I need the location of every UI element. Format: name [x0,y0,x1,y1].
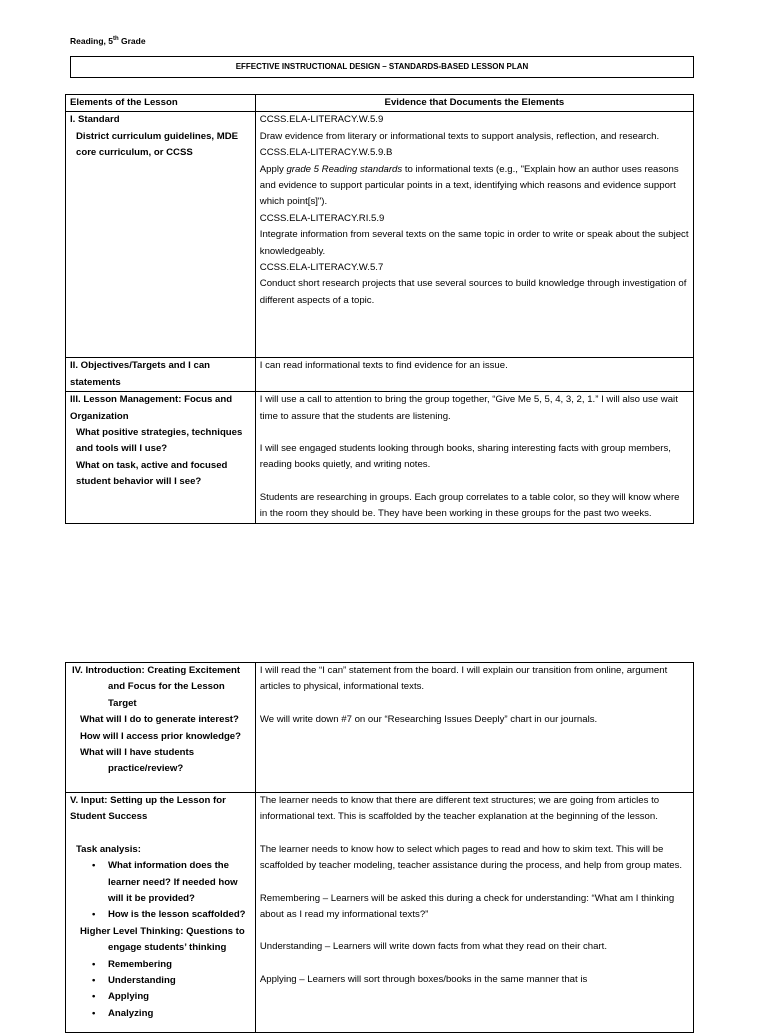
intro-evidence [255,663,693,793]
input-text: The learner needs to know how to select which pages to read and how to skim text. This will be scaffolded by teacher modeling, teacher assistance during the process, and help from group mates. [259,843,683,872]
standard-desc: District curriculum guidelines, MDE core curriculum, or CCSS [76,130,239,159]
standard-code: CCSS.ELA-LITERACY.W.5.7 [259,262,384,274]
standard-text: Apply grade 5 Reading standards to informational texts (e.g., "Explain how an author uses reasons and evidence to support particular points in a text, identifying which reasons and evidence support which point[s]"). [259,163,679,208]
input-text: Remembering – Learners will be asked this during a check for understanding: “What am I thinking about as I read my informational texts?” [259,892,675,921]
list-item: • Analyzing [92,1007,154,1019]
management-title: III. Lesson Management: Focus and Organization [70,394,233,422]
input-text: Applying – Learners will sort through boxes/books in the same manner that is [259,973,588,985]
intro-text: We will write down #7 on our “Researching Issues Deeply” chart in our journals. [259,713,598,725]
management-question: What positive strategies, techniques and tools will I use? [76,427,243,455]
table-row [66,112,694,358]
standard-code: CCSS.ELA-LITERACY.W.5.9 [259,114,384,126]
objectives-title: II. Objectives/Targets and I can statements [66,358,256,392]
table-row [66,358,694,392]
management-text: I will use a call to attention to bring the group together, “Give Me 5, 5, 4, 3, 2, 1.” I will also use wait time to assure that the students are listening. [259,394,678,422]
intro-question: What will I do to generate interest? [80,714,239,726]
standard-code: CCSS.ELA-LITERACY.W.5.9.B [259,147,393,159]
standard-cell [66,112,256,358]
management-cell [66,392,256,523]
standard-evidence [255,112,693,358]
col-header-elements: Elements of the Lesson [66,95,256,112]
standard-code: CCSS.ELA-LITERACY.RI.5.9 [259,212,385,224]
list-item: • Remembering [92,958,172,970]
list-item: • Understanding [92,975,176,987]
input-evidence [255,793,693,1033]
intro-text: I will read the “I can” statement from the board. I will explain our transition from online, argument articles to physical, informational texts. [259,665,668,693]
intro-title: IV. Introduction: Creating Excitement and Focus for the Lesson Target [72,665,241,709]
list-item: • What information does the learner need? If needed how will it be provided? [92,860,238,905]
col-header-evidence: Evidence that Documents the Elements [255,95,693,112]
lesson-plan-table-1 [65,94,694,524]
table-row [66,392,694,523]
objectives-evidence: I can read informational texts to find evidence for an issue. [255,358,693,392]
table-row [66,793,694,1033]
input-title: V. Input: Setting up the Lesson for Student Success [70,795,226,823]
intro-question: What will I have students practice/review? [80,747,195,775]
input-cell [66,793,256,1033]
document-header: Reading, 5th Grade [70,36,146,46]
management-text: Students are researching in groups. Each group correlates to a table color, so they will know where in the room they should be. They have been working in these groups for the past two weeks. [259,491,680,520]
intro-cell [66,663,256,793]
standard-text: Conduct short research projects that use several sources to build knowledge through investigation of different aspects of a topic. [259,278,687,306]
higher-level-thinking-label: Higher Level Thinking: Questions to engage students’ thinking [80,925,245,954]
intro-question: How will I access prior knowledge? [80,730,242,742]
standard-title: I. Standard [70,114,120,126]
table-row [66,663,694,793]
list-item: • Applying [92,991,150,1003]
management-text: I will see engaged students looking through books, sharing interesting facts with group members, reading books quietly, and writing notes. [259,443,671,471]
input-text: Understanding – Learners will write down facts from what they read on their chart. [259,941,607,953]
list-item: • How is the lesson scaffolded? [92,909,246,921]
management-evidence [255,392,693,523]
table-header-row [66,95,694,112]
standard-text: Integrate information from several texts on the same topic in order to write or speak about the subject knowledgeably. [259,229,689,257]
task-analysis-label: Task analysis: [76,843,141,855]
standard-text: Draw evidence from literary or informational texts to support analysis, reflection, and research. [259,130,660,142]
lesson-plan-table-2 [65,662,694,1033]
management-question: What on task, active and focused student behavior will I see? [76,459,228,488]
input-text: The learner needs to know that there are different text structures; we are going from articles to informational text. This is scaffolded by the teacher explanation at the beginning of the lesson. [259,795,660,823]
document-title: EFFECTIVE INSTRUCTIONAL DESIGN – STANDARDS-BASED LESSON PLAN [70,56,694,78]
